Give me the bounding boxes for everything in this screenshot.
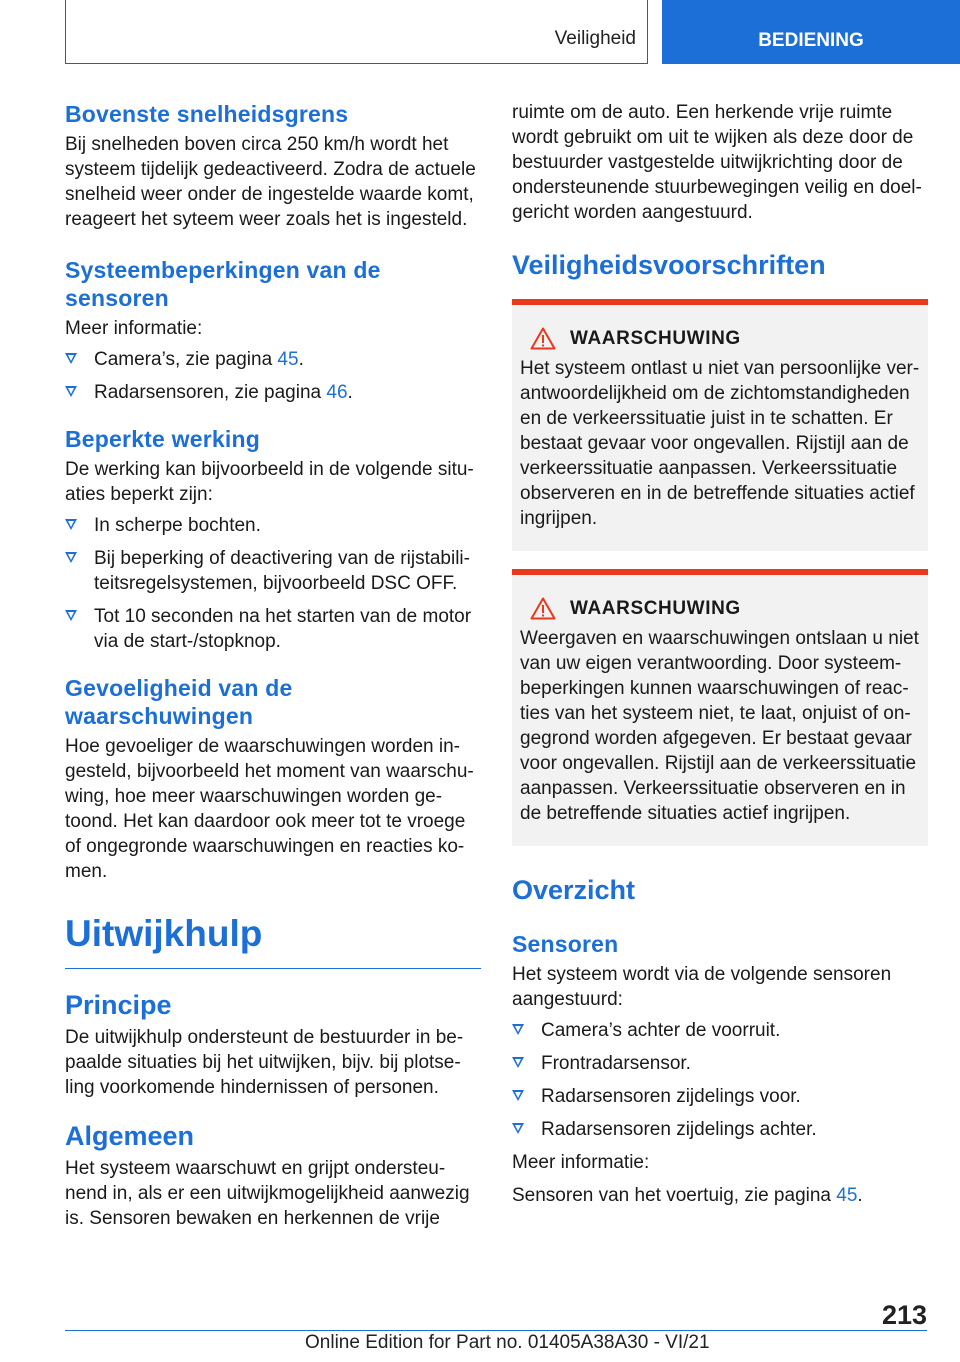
warning-triangle-icon <box>530 327 556 350</box>
list-item-text: Frontradarsensor. <box>541 1053 691 1074</box>
bullet-triangle-icon <box>65 519 77 530</box>
list-sensor-limits <box>65 347 481 405</box>
list-item <box>65 347 481 372</box>
right-column <box>512 100 928 1208</box>
warning-box-2 <box>512 569 928 846</box>
list-item-text: Radarsensoren zijdelings voor. <box>541 1086 801 1107</box>
list-item <box>65 604 481 654</box>
warning-box-1 <box>512 299 928 551</box>
paragraph-general: Het systeem waarschuwt en grijpt ondersteu-nend in, als er een uitwijkmogelijkheid aanwezig is. Sensoren bewaken en herkennen de vrije <box>65 1158 470 1229</box>
heading-sensors: Sensoren <box>512 931 619 957</box>
page-link[interactable]: 45 <box>836 1185 858 1206</box>
page-link[interactable]: 45 <box>277 349 299 370</box>
reference-text: Sensoren van het voertuig, zie pagina <box>512 1185 837 1206</box>
warning-title: WAARSCHUWING <box>570 327 741 349</box>
paragraph-restricted: De werking kan bijvoorbeeld in de volgende situ-aties beperkt zijn: <box>65 459 474 505</box>
bullet-triangle-icon <box>512 1123 524 1134</box>
page-link[interactable]: 46 <box>326 382 348 403</box>
heading-safety: Veiligheidsvoorschriften <box>512 250 826 280</box>
list-item-text: Radarsensoren, zie pagina <box>94 382 327 403</box>
warning-text: Het systeem ontlast u niet van persoonlijke ver-antwoordelijkheid om de zichtomstandigheden en de verkeerssituatie juist in te schatten. Er bestaat gevaar voor ongevallen. Rijstijl aan de verkeerssituatie aanpassen. Verkeerssituatie observeren en in de betreffende situaties actief ingrijpen. <box>520 358 920 529</box>
bullet-triangle-icon <box>512 1090 524 1101</box>
bullet-triangle-icon <box>65 353 77 364</box>
footer-edition: Online Edition for Part no. 01405A38A30 - VI/21 <box>305 1332 710 1353</box>
bullet-triangle-icon <box>512 1024 524 1035</box>
page-number: 213 <box>881 1300 927 1330</box>
list-item <box>65 546 481 596</box>
list-item-end: . <box>298 349 304 370</box>
bullet-triangle-icon <box>65 610 77 621</box>
list-item-text: Camera’s achter de voorruit. <box>541 1020 781 1041</box>
bullet-triangle-icon <box>512 1057 524 1068</box>
list-item <box>512 1051 928 1076</box>
list-item-text: Bij beperking of deactivering van de rijstabili-teitsregelsystemen, bijvoorbeeld DSC OFF. <box>94 548 470 594</box>
list-item <box>512 1084 928 1109</box>
paragraph-principle: De uitwijkhulp ondersteunt de bestuurder in be-paalde situaties bij het uitwijken, bijv. bij plotse-ling voorkomende hindernissen of personen. <box>65 1027 464 1098</box>
left-column <box>65 100 481 1231</box>
header-chapter-tab[interactable] <box>662 0 960 64</box>
header-section-title: Veiligheid <box>554 28 636 49</box>
list-item-text: Camera’s, zie pagina <box>94 349 278 370</box>
list-item <box>512 1018 928 1043</box>
heading-top-speed: Bovenste snelheidsgrens <box>65 101 349 127</box>
heading-sensitivity: Gevoeligheid van de waarschuwingen <box>65 675 293 729</box>
paragraph-sensors: Het systeem wordt via de volgende sensoren aangestuurd: <box>512 964 892 1010</box>
list-item-text: Tot 10 seconden na het starten van de motor via de start-/stopknop. <box>94 606 472 652</box>
paragraph-top-speed: Bij snelheden boven circa 250 km/h wordt het systeem tijdelijk gedeactiveerd. Zodra de actuele snelheid weer onder de ingestelde waarde komt, reageert het syteem weer zoals het is ingesteld. <box>65 134 476 230</box>
warning-title-row <box>530 327 920 350</box>
list-sensors <box>512 1018 928 1142</box>
list-restricted <box>65 513 481 654</box>
heading-sensor-limits: Systeembeperkingen van de sensoren <box>65 257 381 311</box>
bullet-triangle-icon <box>65 552 77 563</box>
warning-title: WAARSCHUWING <box>570 597 741 619</box>
list-item-text: Radarsensoren zijdelings achter. <box>541 1119 817 1140</box>
header-chapter-label: BEDIENING <box>758 30 864 51</box>
paragraph-sensor-reference <box>512 1183 928 1208</box>
list-item <box>512 1117 928 1142</box>
list-item-end: . <box>347 382 353 403</box>
warning-triangle-icon <box>530 597 556 620</box>
heading-principle: Principe <box>65 990 172 1020</box>
heading-overview: Overzicht <box>512 875 636 905</box>
list-item <box>65 380 481 405</box>
chapter-title-evasion: Uitwijkhulp <box>65 913 263 954</box>
chapter-title-rule <box>65 968 481 969</box>
paragraph-continued: ruimte om de auto. Een herkende vrije ruimte wordt gebruikt om uit te wijken als deze door de bestuurder vastgestelde uitwijkrichting door de ondersteunende stuurbewegingen veilig en doel-gericht worden aangestuurd. <box>512 102 922 223</box>
heading-restricted: Beperkte werking <box>65 426 260 452</box>
bullet-triangle-icon <box>65 386 77 397</box>
list-item-text: In scherpe bochten. <box>94 515 261 536</box>
warning-title-row <box>530 597 920 620</box>
paragraph-more-info: Meer informatie: <box>512 1152 650 1173</box>
paragraph-sensitivity: Hoe gevoeliger de waarschuwingen worden in-gesteld, bijvoorbeeld het moment van waarschu-wing, hoe meer waarschuwingen worden ge-toond. Het kan daardoor ook meer tot te vroege of ongegronde waarschuwingen en reacties ko-men. <box>65 736 474 882</box>
footer-rule <box>65 1330 927 1331</box>
heading-general: Algemeen <box>65 1121 195 1151</box>
paragraph-sensor-limits: Meer informatie: <box>65 318 203 339</box>
list-item <box>65 513 481 538</box>
reference-end: . <box>857 1185 863 1206</box>
warning-text: Weergaven en waarschuwingen ontslaan u niet van uw eigen verantwoording. Door systeem-beperkingen kunnen waarschuwingen of reac-ties van het systeem niet, te laat, onjuist of on-gegrond worden afgegeven. Er bestaat gevaar voor ongevallen. Rijstijl aan de verkeerssituatie aanpassen. Verkeerssituatie observeren en in de betreffende situaties actief ingrijpen. <box>520 628 919 824</box>
